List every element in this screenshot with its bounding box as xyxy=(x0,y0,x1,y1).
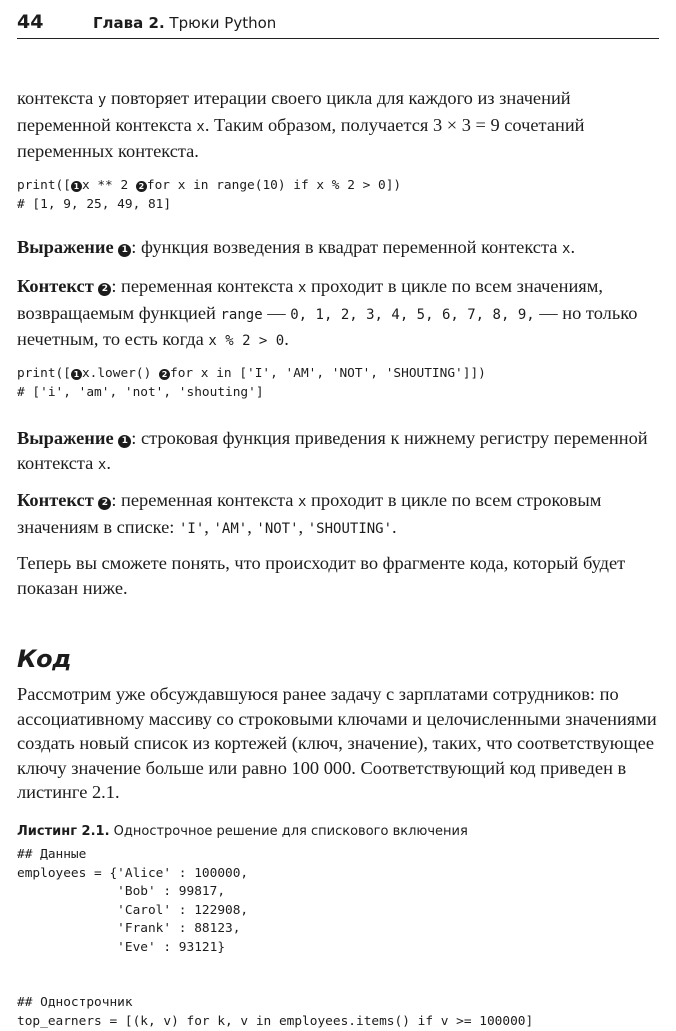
code-text: for x in range(10) if x % 2 > 0]) xyxy=(146,178,402,193)
listing-label: Листинг 2.1. xyxy=(17,824,110,839)
inline-code: x xyxy=(97,456,107,473)
callout-2-icon: 2 xyxy=(98,497,111,510)
code-text: print([ xyxy=(17,178,71,193)
text: . xyxy=(106,452,111,473)
page-header xyxy=(17,8,659,39)
section-heading: Код xyxy=(17,645,71,673)
text: , xyxy=(298,516,308,537)
paragraph-expression-2 xyxy=(17,426,659,477)
callout-1-icon: 1 xyxy=(118,244,131,257)
text: : переменная контекста xyxy=(111,490,299,510)
text: . xyxy=(284,329,289,349)
inline-code: 'SHOUTING' xyxy=(307,520,393,537)
code-line: ## Однострочник xyxy=(17,995,133,1010)
inline-code: x xyxy=(298,280,307,296)
inline-code: x xyxy=(298,494,307,510)
text: — xyxy=(262,302,291,323)
term-label: Выражение xyxy=(17,428,119,448)
inline-code: range xyxy=(220,306,263,323)
code-block-lower xyxy=(17,365,659,402)
text: проходит в цикле по всем значениям, возвращаемым функцией xyxy=(17,276,603,323)
callout-2-icon: 2 xyxy=(98,283,111,296)
code-line: employees = {'Alice' : 100000, xyxy=(17,865,249,881)
paragraph-context-1 xyxy=(17,274,659,354)
text: : строковая функция приведения к нижнему регистру переменной контекста xyxy=(17,428,648,473)
paragraph-context-intro xyxy=(17,86,659,164)
inline-code: 'AM' xyxy=(213,520,248,537)
chapter-title: Трюки Python xyxy=(169,14,277,32)
listing-title: Однострочное решение для спискового включения xyxy=(109,824,468,839)
listing-caption xyxy=(17,824,468,839)
text: — но только нечетным, то есть когда xyxy=(17,302,638,349)
text: : функция возведения в квадрат переменной контекста xyxy=(131,237,562,257)
text: . Таким образом, получается 3 × 3 = 9 сочетаний переменных контекста. xyxy=(17,114,585,161)
text: , xyxy=(247,516,257,537)
code-result: # ['i', 'am', 'not', 'shouting'] xyxy=(17,384,264,400)
code-text: x ** 2 xyxy=(81,178,136,193)
term-label: Контекст xyxy=(17,490,99,510)
callout-1-icon: 1 xyxy=(71,181,82,192)
paragraph-task-description: Рассмотрим уже обсуждавшуюся ранее задачу с зарплатами сотрудников: по ассоциативному массиву со строковыми ключами и целочисленными значениями создать новый список из кортежей (ключ, значение), таких, что соответствующее ключу значение больше или равно 100 000. Соответствующий код приведен в листинге 2.1. xyxy=(17,684,657,802)
text: . xyxy=(570,237,576,257)
code-block-listing-2-1 xyxy=(17,846,659,1031)
inline-code: x xyxy=(562,241,571,257)
chapter-label: Глава 2. xyxy=(93,14,165,32)
text: контекста xyxy=(17,88,98,108)
running-title xyxy=(93,14,276,32)
text: . xyxy=(392,516,397,537)
callout-2-icon: 2 xyxy=(136,181,147,192)
code-text: print([ xyxy=(17,366,71,381)
callout-2-icon: 2 xyxy=(159,369,170,380)
text: : переменная контекста xyxy=(111,276,299,296)
term-label: Выражение xyxy=(17,237,119,257)
text: , xyxy=(204,516,214,537)
text: повторяет итерации своего цикла для каждого из значений переменной контекста xyxy=(17,88,571,135)
code-line: 'Carol' : 122908, xyxy=(17,902,249,918)
term-label: Контекст xyxy=(17,276,99,296)
paragraph-transition: Теперь вы сможете понять, что происходит во фрагменте кода, который будет показан ниже. xyxy=(17,553,626,598)
code-line: 'Eve' : 93121} xyxy=(17,939,226,955)
code-block-squares xyxy=(17,177,659,214)
inline-code: x % 2 > 0 xyxy=(208,333,285,349)
page-number: 44 xyxy=(17,11,44,33)
paragraph-expression-1 xyxy=(17,235,659,262)
inline-code: 0, 1, 2, 3, 4, 5, 6, 7, 8, 9, xyxy=(290,306,535,323)
code-line: ## Данные xyxy=(17,847,87,862)
code-line: 'Frank' : 88123, xyxy=(17,921,241,936)
callout-1-icon: 1 xyxy=(71,369,82,380)
code-result: # [1, 9, 25, 49, 81] xyxy=(17,196,172,212)
callout-1-icon: 1 xyxy=(118,435,131,448)
inline-code: x xyxy=(196,118,205,135)
code-line: top_earners = [(k, v) for k, v in employees.items() if v >= 100000] xyxy=(17,1013,534,1029)
paragraph-context-2 xyxy=(17,488,659,541)
inline-code: 'NOT' xyxy=(256,520,299,537)
code-text: x.lower() xyxy=(81,366,159,381)
inline-code: y xyxy=(97,92,107,108)
text: проходит в цикле по всем строковым значениям в списке: xyxy=(17,490,602,537)
code-text: for x in ['I', 'AM', 'NOT', 'SHOUTING']]) xyxy=(169,366,486,381)
inline-code: 'I' xyxy=(178,520,205,537)
code-line: 'Bob' : 99817, xyxy=(17,884,226,899)
